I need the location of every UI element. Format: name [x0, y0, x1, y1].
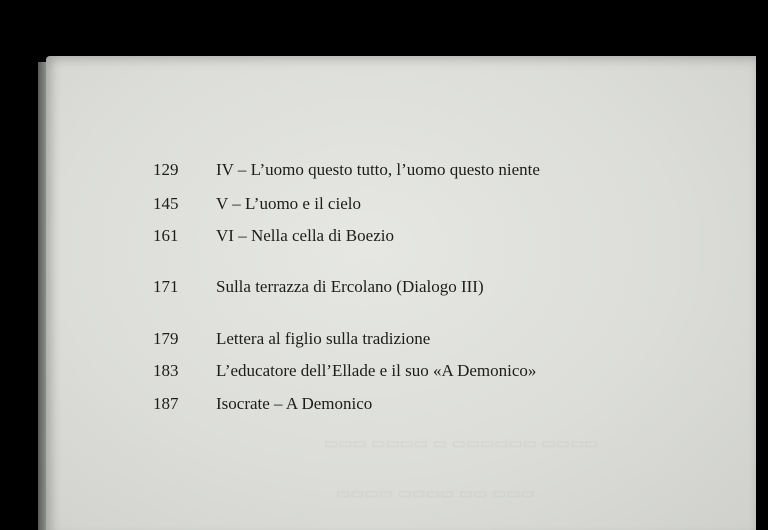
toc-page-number: 129 — [153, 160, 179, 179]
toc-title: IV – L’uomo questo tutto, l’uomo questo niente — [216, 160, 540, 179]
toc-title: V – L’uomo e il cielo — [216, 194, 361, 213]
toc-title: VI – Nella cella di Boezio — [216, 226, 394, 245]
toc-page-number: 145 — [153, 194, 179, 213]
toc-title: L’educatore dell’Ellade e il suo «A Demonico» — [216, 361, 537, 380]
toc-title: Isocrate – A Demonico — [216, 394, 373, 413]
toc-title: Lettera al figlio sulla tradizione — [216, 329, 431, 348]
bleed-through-text: ▭▭▭ ▭▭▭▭ ▭ ▭▭▭▭▭▭ ▭▭▭▭ — [324, 434, 599, 452]
toc-page-number: 161 — [153, 226, 179, 245]
toc-page-number: 183 — [153, 361, 179, 380]
toc-page-number: 187 — [153, 394, 179, 413]
bleed-through-text: ▭▭▭▭ ▭▭▭▭ ▭▭ ▭▭▭ — [336, 484, 535, 502]
toc-title: Sulla terrazza di Ercolano (Dialogo III) — [216, 277, 484, 296]
toc-page-number: 171 — [153, 277, 179, 296]
book-page — [46, 56, 756, 530]
table-of-contents — [46, 56, 756, 530]
toc-page-number: 179 — [153, 329, 179, 348]
